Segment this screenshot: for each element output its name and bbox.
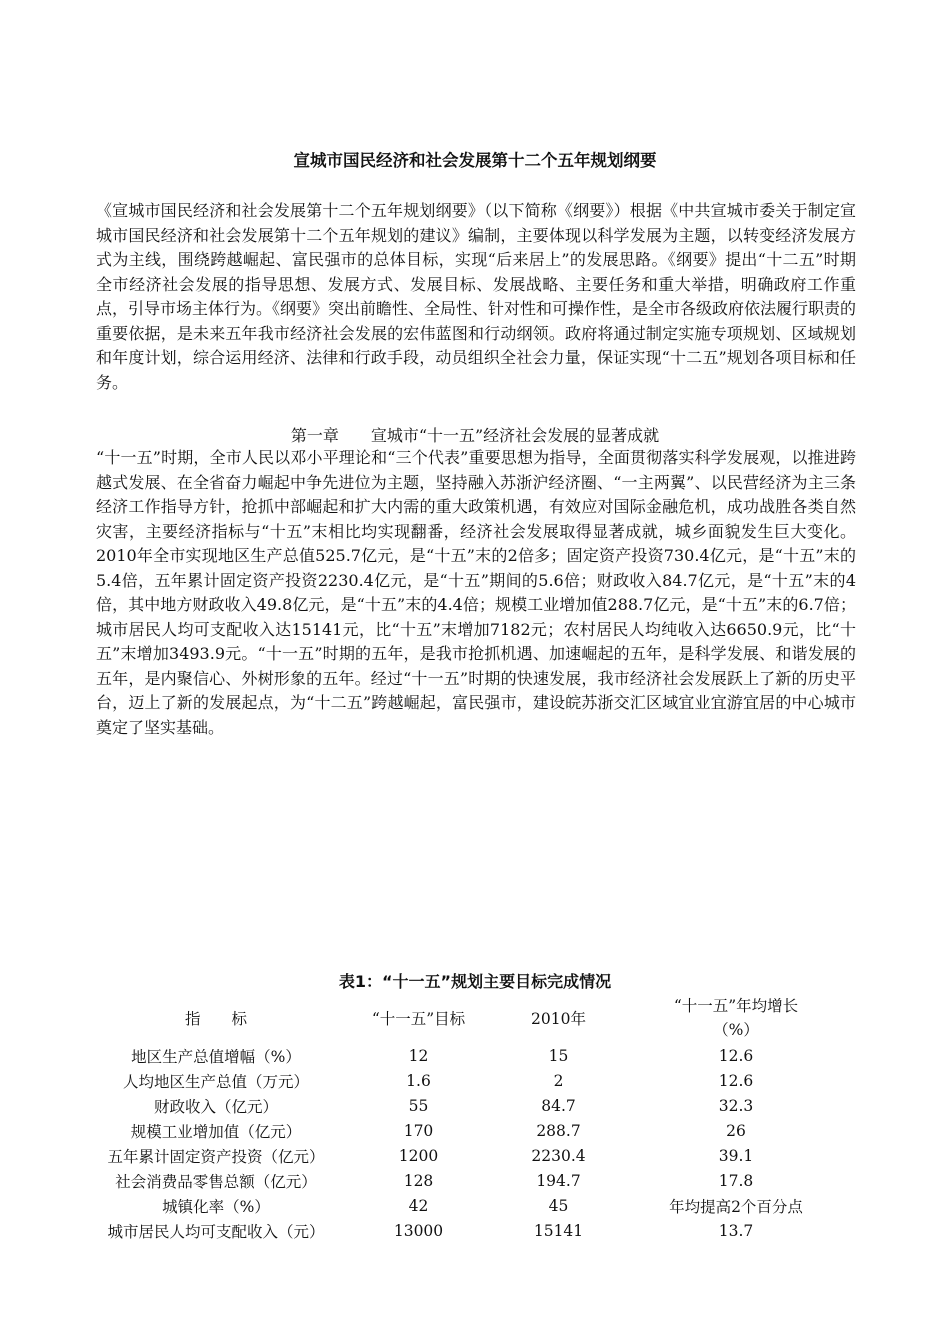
table-row — [96, 1068, 856, 1093]
cell-growth: 26 — [726, 1121, 746, 1140]
cell-target: 12 — [408, 1046, 429, 1065]
cell-indicator: 地区生产总值增幅（%） — [131, 1047, 301, 1066]
cell-indicator: 社会消费品零售总额（亿元） — [115, 1172, 317, 1191]
cell-target: 55 — [408, 1096, 429, 1115]
cell-target: 13000 — [393, 1221, 444, 1240]
cell-growth: 12.6 — [718, 1071, 754, 1090]
cell-actual-2010: 15 — [548, 1046, 569, 1065]
chapter-paragraph: “十一五”时期，全市人民以邓小平理论和“三个代表”重要思想为指导，全面贯彻落实科学发展观，以推进跨越式发展、在全省奋力崛起中争先进位为主题，坚持融入苏浙沪经济圈、“一主两翼”、以民营经济为主三条经济工作指导方针，抢抓中部崛起和扩大内需的重大政策机遇，有效应对国际金融危机，成功战胜各类自然灾害，主要经济指标与“十五”末相比均实现翻番，经济社会发展取得显著成就，城乡面貌发生巨大变化。2010年全市实现地区生产总值525.7亿元，是“十五”末的2倍多；固定资产投资730.4亿元，是“十五”末的5.4倍，五年累计固定资产投资2230.4亿元，是“十五”期间的5.6倍；财政收入84.7亿元，是“十五”末的4倍，其中地方财政收入49.8亿元，是“十五”末的4.4倍；规模工业增加值288.7亿元，是“十五”末的6.7倍；城市居民人均可支配收入达15141元，比“十五”末增加7182元；农村居民人均纯收入达6650.9元，比“十五”末增加3493.9元。“十一五”时期的五年，是我市抢抓机遇、加速崛起的五年，是科学发展、和谐发展的五年，是内聚信心、外树形象的五年。经过“十一五”时期的快速发展，我市经济社会发展跃上了新的历史平台，迈上了新的发展起点，为“十二五”跨越崛起，富民强市，建设皖苏浙交汇区域宜业宜游宜居的中心城市奠定了坚实基础。 — [96, 448, 856, 737]
header-growth — [616, 993, 856, 1043]
cell-indicator: 规模工业增加值（亿元） — [130, 1122, 302, 1141]
cell-indicator: 五年累计固定资产投资（亿元） — [107, 1147, 325, 1166]
cell-growth: 39.1 — [718, 1146, 754, 1165]
cell-actual-2010: 45 — [548, 1196, 569, 1215]
cell-target: 1.6 — [406, 1071, 431, 1090]
cell-actual-2010: 2230.4 — [531, 1146, 586, 1165]
table-row — [96, 1193, 856, 1218]
intro-paragraph: 《宣城市国民经济和社会发展第十二个五年规划纲要》（以下简称《纲要》）根据《中共宣城市委关于制定宣城市国民经济和社会发展第十二个五年规划的建议》编制，主要体现以科学发展为主题，以转变经济发展方式为主线，围绕跨越崛起、富民强市的总体目标，实现“后来居上”的发展思路。《纲要》提出“十二五”时期全市经济社会发展的指导思想、发展方式、发展目标、发展战略、主要任务和重大举措，明确政府工作重点，引导市场主体行为。《纲要》突出前瞻性、全局性、针对性和可操作性，是全市各级政府依法履行职责的重要依据，是未来五年我市经济社会发展的宏伟蓝图和行动纲领。政府将通过制定实施专项规划、区域规划和年度计划，综合运用经济、法律和行政手段，动员组织全社会力量，保证实现“十二五”规划各项目标和任务。 — [96, 201, 857, 392]
cell-actual-2010: 194.7 — [536, 1171, 581, 1190]
cell-actual-2010: 84.7 — [541, 1096, 576, 1115]
cell-actual-2010: 288.7 — [536, 1121, 581, 1140]
cell-target: 42 — [408, 1196, 429, 1215]
cell-growth: 13.7 — [718, 1221, 754, 1240]
table-row — [96, 1168, 856, 1193]
cell-indicator: 财政收入（亿元） — [153, 1097, 278, 1116]
cell-growth: 32.3 — [718, 1096, 754, 1115]
table-row — [96, 1093, 856, 1118]
table-header-row — [96, 993, 856, 1043]
cell-target: 1200 — [398, 1146, 439, 1165]
cell-indicator: 城镇化率（%） — [162, 1197, 270, 1216]
cell-target: 128 — [403, 1171, 434, 1190]
table-row — [96, 1143, 856, 1168]
header-growth-line2: （%） — [713, 1021, 759, 1039]
cell-growth: 12.6 — [718, 1046, 754, 1065]
table-body — [96, 1043, 856, 1243]
document-title: 宣城市国民经济和社会发展第十二个五年规划纲要 — [293, 151, 657, 170]
cell-growth: 年均提高2个百分点 — [669, 1197, 803, 1216]
cell-growth: 17.8 — [718, 1171, 754, 1190]
cell-actual-2010: 15141 — [533, 1221, 584, 1240]
table-title: 表1：“十一五”规划主要目标完成情况 — [338, 972, 612, 991]
cell-target: 170 — [403, 1121, 434, 1140]
header-indicator: 指 标 — [184, 1010, 247, 1028]
table-row — [96, 1118, 856, 1143]
chapter-heading: 第一章 宣城市“十一五”经济社会发展的显著成就 — [290, 426, 660, 445]
cell-indicator: 人均地区生产总值（万元） — [122, 1072, 309, 1091]
header-2010: 2010年 — [531, 1010, 586, 1028]
cell-actual-2010: 2 — [553, 1071, 564, 1090]
header-growth-line1: “十一五”年均增长 — [673, 997, 799, 1015]
targets-table — [96, 993, 856, 1243]
cell-indicator: 城市居民人均可支配收入（元） — [107, 1222, 325, 1241]
table-row — [96, 1043, 856, 1068]
table-row — [96, 1218, 856, 1243]
header-target: “十一五”目标 — [371, 1010, 466, 1028]
